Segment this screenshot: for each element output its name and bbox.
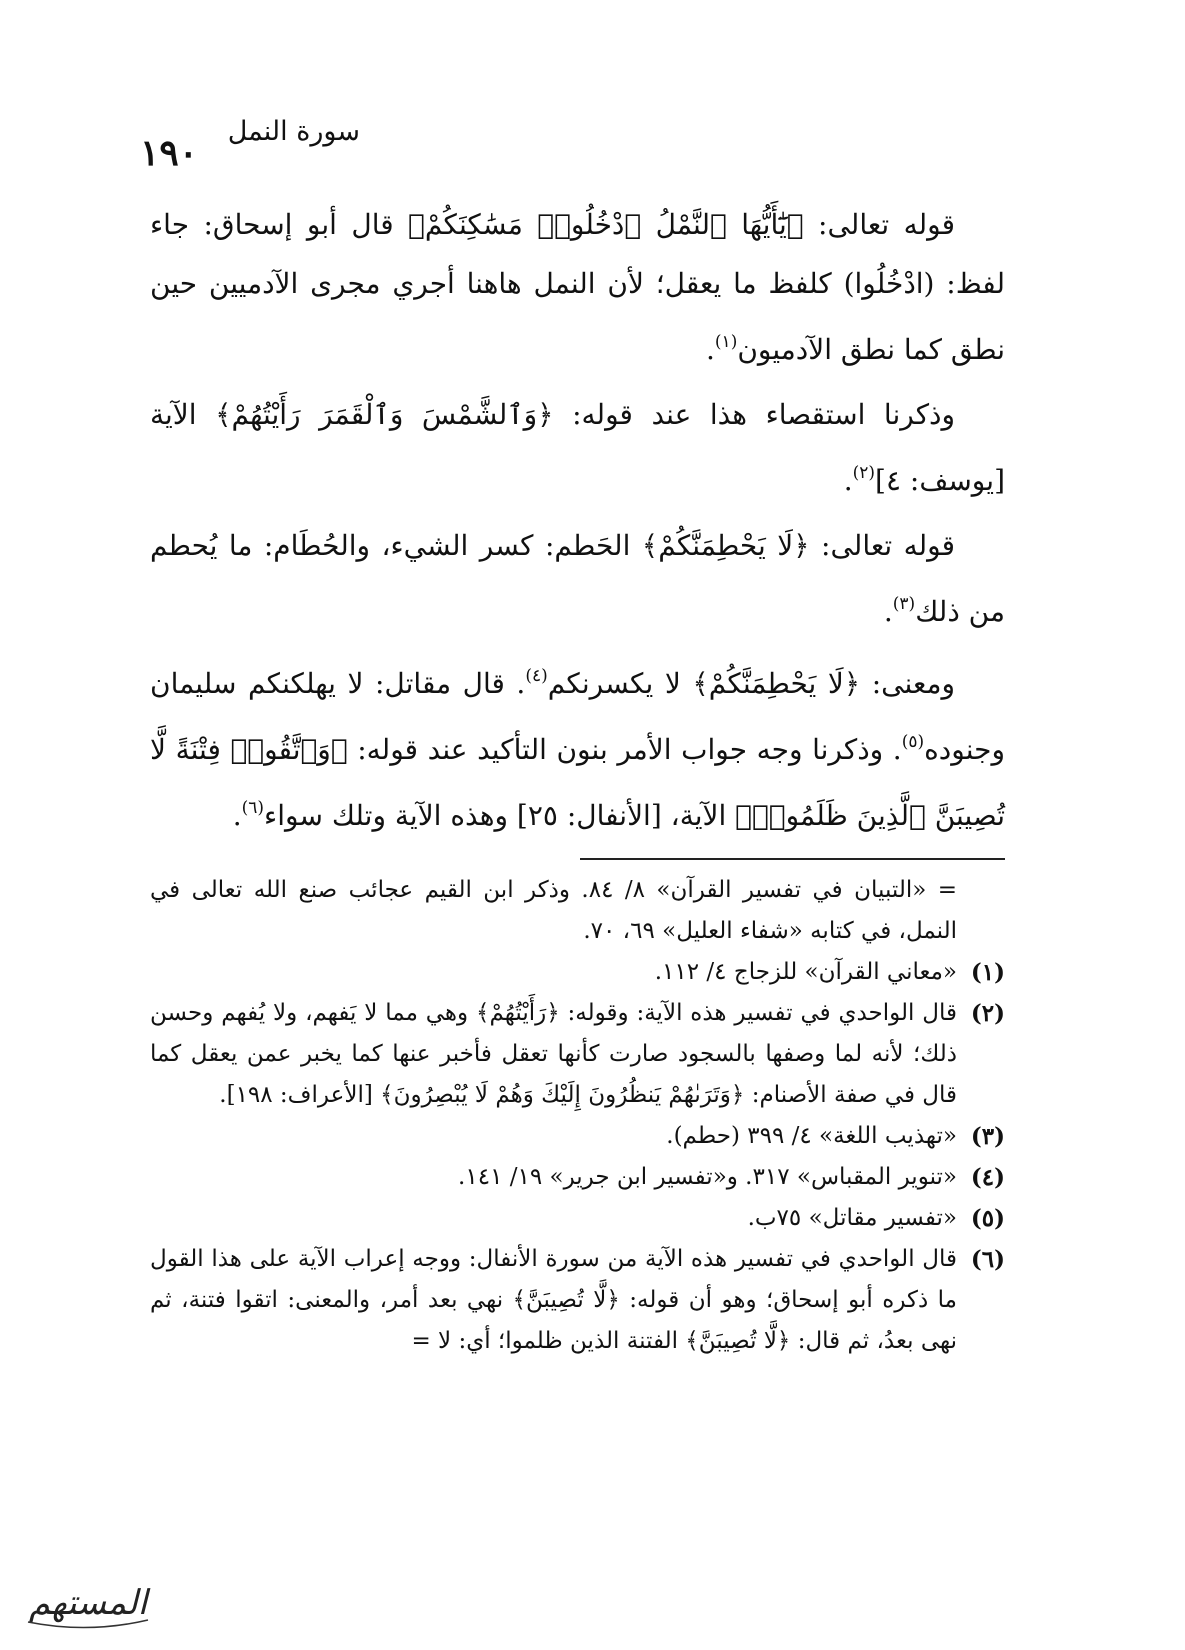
svg-text:المستهم: المستهم [28, 1583, 148, 1623]
quran-verse: ﴿وَٱلشَّمْسَ وَٱلْقَمَرَ رَأَيْتُهُمْ﴾ [215, 398, 554, 431]
footnote-ref: (٤) [525, 666, 548, 686]
footnote-divider [580, 858, 1005, 860]
footnote-text: «تهذيب اللغة» ٤/ ٣٩٩ (حطم). [666, 1123, 957, 1149]
footnote-ref: (٢) [852, 463, 876, 483]
footnote-text: «تفسير مقاتل» ٧٥ب. [747, 1205, 957, 1231]
footnotes [150, 870, 1005, 1362]
footnote-number: (٢) [970, 1000, 1005, 1027]
paragraph-1: قوله تعالى: ﴿يَٰٓأَيُّهَا ٱلنَّمْلُ ٱدْخُلُوا۟ مَسَٰكِنَكُمْ﴾ قال أبو إسحاق: جاء لفظ: (ادْخُلُوا) كلفظ ما يعقل؛ لأن النمل هاهنا أجري مجرى الآدميين حين نطق كما نطق الآدميون$^{(١)}$. [150, 208, 1005, 366]
footnote-5 [150, 1198, 1005, 1239]
footnote-number: (٤) [970, 1164, 1005, 1191]
paragraph-4: ومعنى: ﴿لَا يَحْطِمَنَّكُمْ﴾ لا يكسرنكم$^{(٤)}$. قال مقاتل: لا يهلكنكم سليمان وجنوده$^{(٥)}$. وذكرنا وجه جواب الأمر بنون التأكيد عند قوله: ﴿وَٱتَّقُوا۟ فِتْنَةً لَّا تُصِيبَنَّ ٱلَّذِينَ ظَلَمُوا۟﴾ الآية، [الأنفال: ٢٥] وهذه الآية وتلك سواء$^{(٦)}$. [150, 666, 1006, 832]
paragraph-3: قوله تعالى: ﴿لَا يَحْطِمَنَّكُمْ﴾ الحَطم: كسر الشيء، والحُطَام: ما يُحطم من ذلك$^{(٣)}$. [150, 529, 1005, 628]
quran-verse: ﴿لَا يَحْطِمَنَّكُمْ﴾ [641, 529, 810, 562]
footnote-ref: (٣) [892, 594, 916, 614]
page-header [140, 108, 1000, 174]
main-text [150, 195, 1005, 851]
footnote-text: قال الواحدي في تفسير هذه الآية من سورة الأنفال: ووجه إعراب الآية على هذا القول ما ذكره أبو إسحاق؛ وهو أن قوله: ﴿لَّا تُصِيبَنَّ﴾ نهي بعد أمر، والمعنى: اتقوا فتنة، ثم نهى بعدُ، ثم قال: ﴿لَّا تُصِيبَنَّ﴾ الفتنة الذين ظلموا؛ أي: لا = [150, 1246, 957, 1354]
footnote-continuation: = «التبيان في تفسير القرآن» ٨/ ٨٤. وذكر ابن القيم عجائب صنع الله تعالى في النمل، في كتابه «شفاء العليل» ٦٩، ٧٠. [150, 877, 957, 944]
quran-verse: ﴿وَٱتَّقُوا۟ فِتْنَةً لَّا تُصِيبَنَّ ٱلَّذِينَ ظَلَمُوا۟﴾ [150, 733, 1005, 832]
footnote-text: «تنوير المقباس» ٣١٧. و«تفسير ابن جرير» ١٩/ ١٤١. [458, 1164, 957, 1190]
footnote-1 [150, 952, 1005, 993]
surah-title: سورة النمل [227, 116, 360, 147]
footnote-number: (٦) [970, 1246, 1005, 1273]
footnote-4 [150, 1157, 1005, 1198]
footnote-text: «معاني القرآن» للزجاج ٤/ ١١٢. [654, 959, 957, 985]
paragraph-2: وذكرنا استقصاء هذا عند قوله: ﴿وَٱلشَّمْسَ وَٱلْقَمَرَ رَأَيْتُهُمْ﴾ الآية [يوسف: ٤]$^{(٢)}$. [150, 398, 1005, 497]
watermark-logo [8, 1572, 168, 1642]
footnote-3 [150, 1116, 1005, 1157]
footnote-number: (٥) [970, 1205, 1005, 1232]
footnote-2 [150, 993, 1005, 1116]
footnote-ref: (١) [714, 332, 738, 352]
footnote-number: (١) [970, 959, 1005, 986]
footnote-text: قال الواحدي في تفسير هذه الآية: وقوله: ﴿رَأَيْتُهُمْ﴾ وهي مما لا يَفهم، ولا يُفهم وحسن ذلك؛ لأنه لما وصفها بالسجود صارت كأنها تعقل فأخبر عنها كما يخبر عمن يعقل كما قال في صفة الأصنام: ﴿وَتَرَىٰهُمْ يَنظُرُونَ إِلَيْكَ وَهُمْ لَا يُبْصِرُونَ﴾ [الأعراف: ١٩٨]. [150, 1000, 957, 1108]
page-number: ١٩٠ [140, 132, 199, 174]
footnote-ref: (٦) [241, 798, 265, 818]
footnote-ref: (٥) [901, 732, 925, 752]
footnote-number: (٣) [970, 1123, 1005, 1150]
footnote-6 [150, 1239, 1005, 1362]
quran-verse: ﴿لَا يَحْطِمَنَّكُمْ﴾ [692, 667, 861, 700]
quran-verse: ﴿يَٰٓأَيُّهَا ٱلنَّمْلُ ٱدْخُلُوا۟ مَسَٰكِنَكُمْ﴾ [408, 208, 804, 241]
